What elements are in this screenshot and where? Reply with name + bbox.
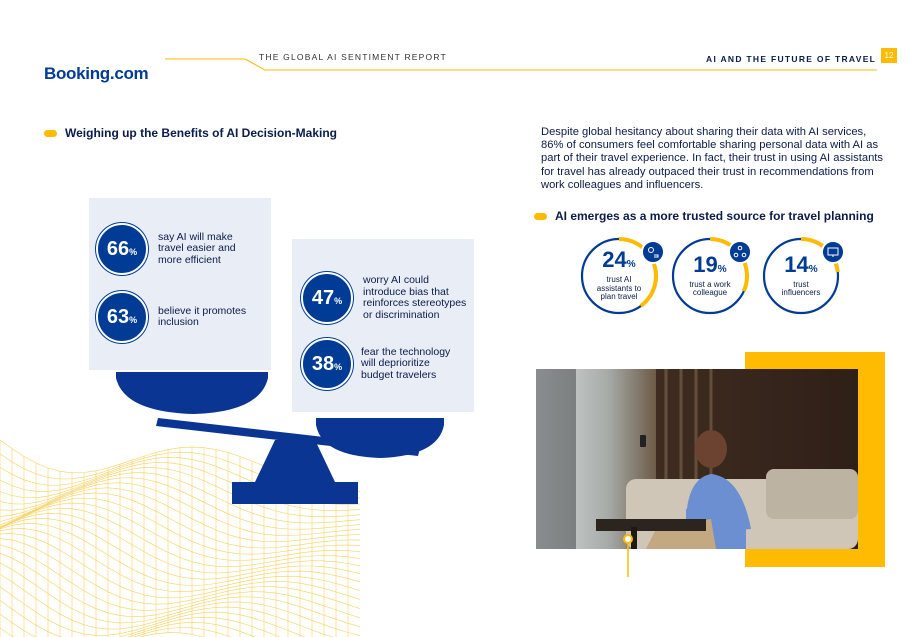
stat-text: believe it promotes inclusion [158,304,247,328]
left-heading: Weighing up the Benefits of AI Decision-Making [44,126,337,140]
photo-callout-line [618,533,638,579]
benefit-stat-2 [96,291,258,343]
trust-label: trust influencers [781,279,821,297]
ai-assistant-icon [641,240,665,264]
trust-label: trust AI assistants to plan travel [596,275,642,302]
balance-scale-illustration [110,370,460,510]
bullet-pill-icon [44,130,57,137]
report-title: THE GLOBAL AI SENTIMENT REPORT [259,52,447,62]
concern-stat-2 [301,338,461,390]
intro-paragraph: Despite global hesitancy about sharing their data with AI services, 86% of consumers feel comfortable sharing personal data with AI as part of their travel experience. In fact, their trust in using AI assistants for travel has already outpaced their trust in recommendations from work colleagues and influencers. [541,126,884,191]
stat-text: fear the technology will deprioritize budget travelers [361,345,451,381]
stat-text: say AI will make travel easier and more efficient [158,230,236,266]
trust-label: trust a work colleague [689,279,731,297]
stat-circle: 38 % [301,338,353,390]
trust-ring-ai [579,236,659,316]
stat-circle: 63 % [96,291,148,343]
trust-ring-colleague [670,236,750,316]
concern-stat-1 [301,272,475,324]
stat-circle: 47 % [301,272,353,324]
stat-text: worry AI could introduce bias that reinforces stereotypes or discrimination [363,274,467,321]
bullet-pill-icon [534,213,547,220]
page-number: 12 [881,48,897,63]
trust-ring-influencers [761,236,841,316]
booking-logo[interactable]: Booking.com [44,64,149,83]
colleagues-icon [728,240,752,264]
traveler-photo [536,369,858,549]
influencer-icon [821,240,845,264]
trust-percent: 19% [693,251,727,277]
trust-percent: 24% [602,247,636,273]
trust-percent: 14% [784,251,818,277]
stat-circle: 66 % [96,223,148,275]
benefit-stat-1 [96,223,258,275]
section-title: AI AND THE FUTURE OF TRAVEL [706,54,877,64]
trust-heading: AI emerges as a more trusted source for travel planning [534,209,874,223]
